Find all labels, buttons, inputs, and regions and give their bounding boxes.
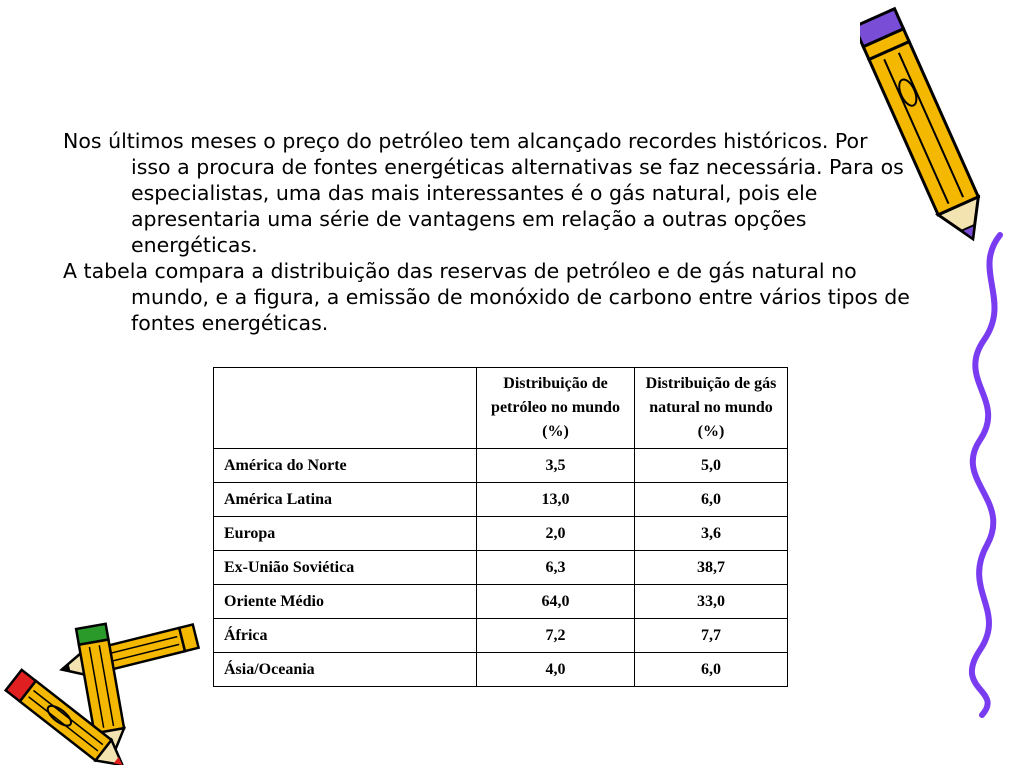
paragraph-table-description: A tabela compara a distribuição das reservas de petróleo e de gás natural no mundo, e a figura, a emissão de monóxido de carbono entre vários tipos de fontes energéticas. (63, 259, 910, 335)
region-cell: Ex-União Soviética (214, 551, 477, 585)
gas-cell: 7,7 (635, 619, 788, 653)
oil-cell: 64,0 (477, 585, 635, 619)
region-cell: América Latina (214, 483, 477, 517)
slide-body-text (63, 128, 913, 336)
table-row (214, 551, 788, 585)
table-row (214, 483, 788, 517)
oil-cell: 7,2 (477, 619, 635, 653)
region-cell: Europa (214, 517, 477, 551)
paragraph-intro: Nos últimos meses o preço do petróleo tem alcançado recordes históricos. Por isso a procura de fontes energéticas alternativas se faz necessária. Para os especialistas, uma das mais interessantes é o gás natural, pois ele apresentaria uma série de vantagens em relação a outras opções energéticas. (63, 129, 904, 257)
pencil-top-right-icon (860, 0, 1010, 245)
header-gas-distribution: Distribuição de gás natural no mundo (%) (635, 368, 788, 449)
table-header-row (214, 368, 788, 449)
header-empty-cell (214, 368, 477, 449)
oil-cell: 3,5 (477, 449, 635, 483)
gas-cell: 6,0 (635, 483, 788, 517)
oil-cell: 2,0 (477, 517, 635, 551)
pencils-bottom-left-icon (0, 615, 210, 765)
gas-cell: 3,6 (635, 517, 788, 551)
oil-cell: 4,0 (477, 653, 635, 687)
gas-cell: 5,0 (635, 449, 788, 483)
squiggle-line-icon (962, 230, 1022, 720)
region-cell: Ásia/Oceania (214, 653, 477, 687)
table-row (214, 449, 788, 483)
region-cell: África (214, 619, 477, 653)
gas-cell: 38,7 (635, 551, 788, 585)
gas-cell: 33,0 (635, 585, 788, 619)
region-cell: Oriente Médio (214, 585, 477, 619)
table-row (214, 653, 788, 687)
table-row (214, 585, 788, 619)
oil-cell: 6,3 (477, 551, 635, 585)
header-oil-distribution: Distribuição de petróleo no mundo (%) (477, 368, 635, 449)
table-row (214, 517, 788, 551)
table-row (214, 619, 788, 653)
region-cell: América do Norte (214, 449, 477, 483)
oil-cell: 13,0 (477, 483, 635, 517)
gas-cell: 6,0 (635, 653, 788, 687)
reserves-table (213, 367, 788, 687)
